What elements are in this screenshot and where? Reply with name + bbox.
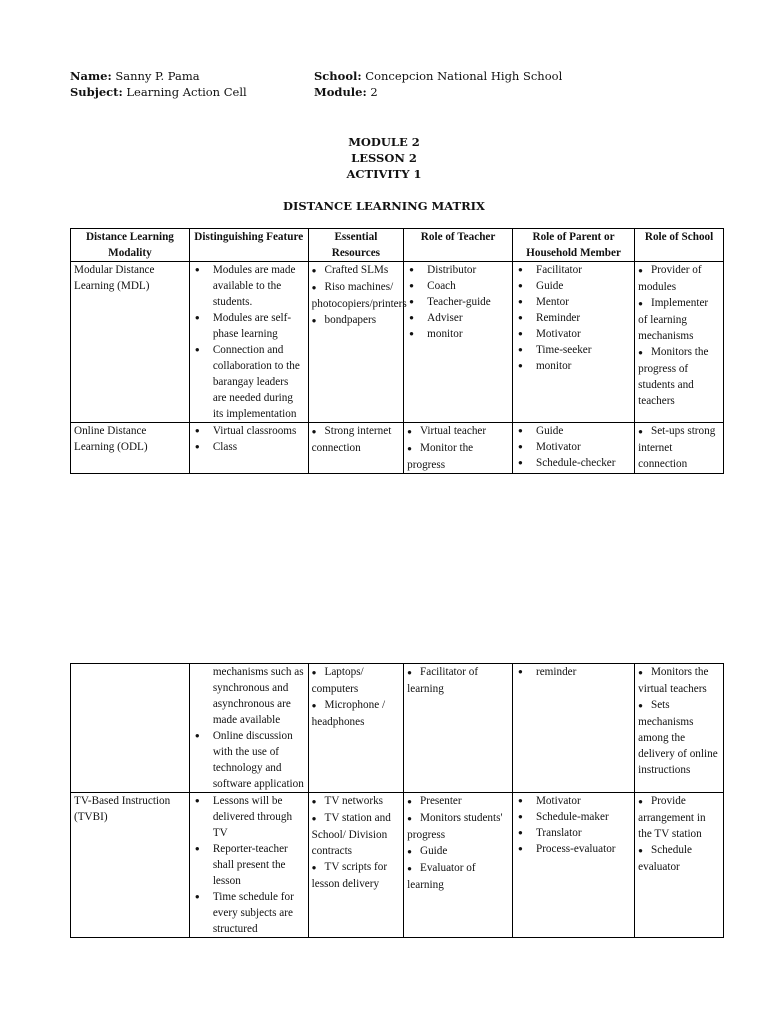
list-item: ● monitor xyxy=(516,358,631,374)
list-item: ● Distributor xyxy=(407,262,509,278)
list-item: ● Motivator xyxy=(516,793,631,809)
header-teacher: Role of Teacher xyxy=(404,229,513,262)
list-item: ● Strong internet connection xyxy=(311,425,392,454)
list-item: ● monitor xyxy=(407,326,509,342)
school-cell xyxy=(635,262,724,423)
bullet-icon: ● xyxy=(638,797,643,806)
school-cell xyxy=(635,423,724,474)
name-label: Name: xyxy=(70,69,112,83)
parent-cell xyxy=(512,793,634,938)
list-item: ● Implementer of learning mechanisms xyxy=(638,297,709,342)
module-line xyxy=(314,85,378,99)
bullet-icon: ● xyxy=(407,797,412,806)
list-item: ● Guide xyxy=(516,278,631,294)
school-cell xyxy=(635,664,724,793)
matrix-table-page2 xyxy=(70,663,724,938)
list-item: ● Crafted SLMs xyxy=(311,264,389,276)
list-item: ● Provider of modules xyxy=(638,264,702,293)
features-cell xyxy=(189,793,308,938)
header-resources: Essential Resources xyxy=(308,229,404,262)
list-item: ● Set-ups strong internet connection xyxy=(638,425,716,470)
table-row xyxy=(71,423,724,474)
list-item: ● TV scripts for lesson delivery xyxy=(311,861,388,890)
modality-cell xyxy=(71,664,190,793)
teacher-cell xyxy=(404,423,513,474)
list-item: ● Schedule-maker xyxy=(516,809,631,825)
list-item: ● Virtual classrooms xyxy=(193,423,305,439)
list-item: ● Evaluator of learning xyxy=(407,862,476,891)
list-item: ● TV station and School/ Division contracts xyxy=(311,812,391,857)
bullet-icon: ● xyxy=(638,299,643,308)
activity-title: ACTIVITY 1 xyxy=(346,167,422,181)
list-item: ● Motivator xyxy=(516,439,631,455)
bullet-icon: ● xyxy=(311,283,317,292)
parent-cell xyxy=(512,262,634,423)
bullet-icon: ● xyxy=(638,701,643,710)
list-item: ● reminder xyxy=(516,664,631,680)
list-item: ● Riso machines/ photocopiers/printers xyxy=(311,281,407,310)
list-item: ● Adviser xyxy=(407,310,509,326)
matrix-title: DISTANCE LEARNING MATRIX xyxy=(283,199,485,213)
list-item: ● Monitors the progress of students and teachers xyxy=(638,346,709,407)
bullet-icon: ● xyxy=(407,427,412,436)
list-item: ● Sets mechanisms among the delivery of online instructions xyxy=(638,699,718,776)
subject-line xyxy=(70,85,247,99)
list-item: ● Time-seeker xyxy=(516,342,631,358)
school-cell xyxy=(635,793,724,938)
list-item: ● TV networks xyxy=(311,795,384,807)
features-cell xyxy=(189,664,308,793)
list-item: ● Modules are made available to the students. xyxy=(193,262,305,310)
bullet-icon: ● xyxy=(407,864,412,873)
table-row xyxy=(71,664,724,793)
teacher-cell xyxy=(404,262,513,423)
list-item: ● Translator xyxy=(516,825,631,841)
list-item: ● Lessons will be delivered through TV xyxy=(193,793,305,841)
list-item: ● Monitors students' progress xyxy=(407,812,503,841)
list-item: ● Guide xyxy=(407,845,448,857)
school-value: Concepcion National High School xyxy=(365,69,563,83)
list-item: ● Laptops/ computers xyxy=(311,666,364,695)
subject-label: Subject: xyxy=(70,85,123,99)
school-line xyxy=(314,69,562,83)
list-item: ● Teacher-guide xyxy=(407,294,509,310)
list-item: ● Process-evaluator xyxy=(516,841,631,857)
list-item: ● Microphone / headphones xyxy=(311,699,386,728)
lesson-title: LESSON 2 xyxy=(351,151,417,165)
resources-cell xyxy=(308,664,404,793)
table-row xyxy=(71,262,724,423)
modality-cell: TV-Based Instruction (TVBI) xyxy=(71,793,190,938)
name-value: Sanny P. Pama xyxy=(115,69,200,83)
header-parent: Role of Parent or Household Member xyxy=(512,229,634,262)
bullet-icon: ● xyxy=(407,814,412,823)
resources-cell xyxy=(308,262,407,423)
list-item: ● Coach xyxy=(407,278,509,294)
bullet-icon: ● xyxy=(638,668,643,677)
modality-cell: Online Distance Learning (ODL) xyxy=(71,423,190,474)
features-continuation: mechanisms such as synchronous and asynchronous are made available xyxy=(212,666,304,726)
bullet-icon: ● xyxy=(311,863,317,872)
list-item: ● Mentor xyxy=(516,294,631,310)
list-item: ● Monitor the progress xyxy=(407,442,474,471)
teacher-cell xyxy=(404,793,513,938)
table-row xyxy=(71,793,724,938)
list-item: ● Monitors the virtual teachers xyxy=(638,666,709,695)
table-header-row xyxy=(71,229,724,262)
bullet-icon: ● xyxy=(638,348,643,357)
teacher-cell xyxy=(404,664,513,793)
resources-cell xyxy=(308,793,404,938)
bullet-icon: ● xyxy=(407,847,412,856)
list-item: ● Facilitator of learning xyxy=(407,666,479,695)
bullet-icon: ● xyxy=(638,427,643,436)
list-item: ● Provide arrangement in the TV station xyxy=(638,795,706,840)
features-cell xyxy=(189,262,308,423)
parent-cell xyxy=(512,664,634,793)
bullet-icon: ● xyxy=(311,266,317,275)
list-item: ● Reminder xyxy=(516,310,631,326)
list-item: ● Facilitator xyxy=(516,262,631,278)
list-item: ● bondpapers xyxy=(311,314,377,326)
module-value: 2 xyxy=(370,85,378,99)
school-label: School: xyxy=(314,69,362,83)
bullet-icon: ● xyxy=(407,668,412,677)
header-modality: Distance Learning Modality xyxy=(71,229,190,262)
modality-cell: Modular Distance Learning (MDL) xyxy=(71,262,190,423)
list-item: ● Schedule-checker xyxy=(516,455,631,471)
bullet-icon: ● xyxy=(638,846,643,855)
header-feature: Distinguishing Feature xyxy=(189,229,308,262)
bullet-icon: ● xyxy=(311,797,317,806)
features-cell xyxy=(189,423,308,474)
bullet-icon: ● xyxy=(311,701,317,710)
bullet-icon: ● xyxy=(638,266,643,275)
bullet-icon: ● xyxy=(311,316,317,325)
module-label: Module: xyxy=(314,85,367,99)
bullet-icon: ● xyxy=(407,444,412,453)
list-item: ● Online discussion with the use of technology and software application xyxy=(193,728,305,792)
list-item: ● Modules are self-phase learning xyxy=(193,310,305,342)
list-item: ● Reporter-teacher shall present the lesson xyxy=(193,841,305,889)
name-line xyxy=(70,69,200,83)
list-item: ● Guide xyxy=(516,423,631,439)
list-item: ● Schedule evaluator xyxy=(638,844,692,873)
bullet-icon: ● xyxy=(311,427,317,436)
list-item: ● Class xyxy=(193,439,305,455)
list-item: ● Motivator xyxy=(516,326,631,342)
header-school: Role of School xyxy=(635,229,724,262)
list-item: ● Virtual teacher xyxy=(407,425,487,437)
list-item: ● Connection and collaboration to the barangay leaders are needed during its implementation xyxy=(193,342,305,422)
subject-value: Learning Action Cell xyxy=(126,85,247,99)
parent-cell xyxy=(512,423,634,474)
list-item: ● Presenter xyxy=(407,795,462,807)
resources-cell xyxy=(308,423,404,474)
module-title: MODULE 2 xyxy=(348,135,420,149)
bullet-icon: ● xyxy=(311,814,317,823)
list-item: ● Time schedule for every subjects are structured xyxy=(193,889,305,937)
matrix-table-page1 xyxy=(70,228,724,474)
bullet-icon: ● xyxy=(311,668,317,677)
